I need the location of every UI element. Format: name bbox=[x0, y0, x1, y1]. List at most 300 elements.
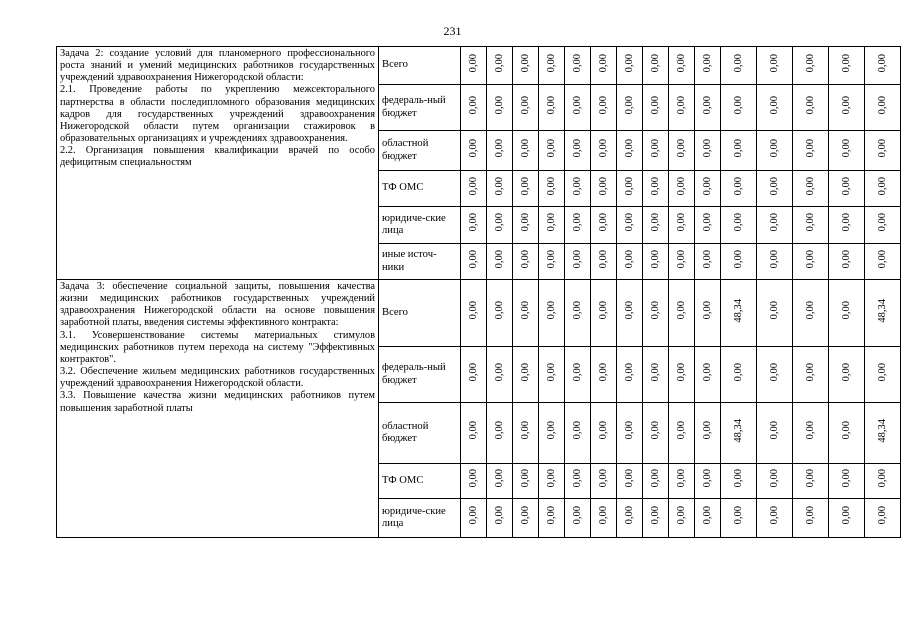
value-cell bbox=[591, 280, 617, 347]
value-text: 0,00 bbox=[598, 362, 609, 382]
value-text: 0,00 bbox=[877, 213, 888, 232]
value-cell bbox=[865, 131, 901, 171]
value-cell bbox=[461, 85, 487, 131]
value-text: 0,00 bbox=[520, 421, 531, 440]
value-text: 0,00 bbox=[769, 213, 780, 232]
value-text: 0,00 bbox=[650, 362, 661, 382]
value-text: 0,00 bbox=[805, 362, 816, 382]
task-paragraph: Задача 3: обеспечение социальной защиты, повышения качества жизни медицинских работников государственных учреждений здравоохранения Нижегородской области на основе повышения заработной платы, введения системы эффективного контракта: bbox=[60, 281, 375, 329]
value-cell bbox=[829, 207, 865, 244]
value-cell bbox=[721, 47, 757, 85]
value-text: 0,00 bbox=[598, 138, 609, 158]
value-cell bbox=[617, 244, 643, 280]
value-cell bbox=[539, 85, 565, 131]
value-text: 0,00 bbox=[468, 138, 479, 158]
value-text: 48,34 bbox=[733, 418, 744, 443]
value-cell bbox=[721, 464, 757, 499]
value-cell bbox=[669, 131, 695, 171]
value-cell bbox=[695, 464, 721, 499]
value-text: 0,00 bbox=[546, 95, 557, 115]
value-cell bbox=[757, 347, 793, 403]
value-cell bbox=[757, 499, 793, 538]
value-text: 0,00 bbox=[546, 421, 557, 440]
value-cell bbox=[461, 131, 487, 171]
value-cell bbox=[565, 47, 591, 85]
value-cell bbox=[829, 244, 865, 280]
value-cell bbox=[591, 403, 617, 464]
value-text: 0,00 bbox=[546, 138, 557, 158]
value-cell bbox=[669, 85, 695, 131]
value-cell bbox=[643, 403, 669, 464]
value-cell bbox=[539, 347, 565, 403]
value-cell bbox=[461, 499, 487, 538]
value-text: 0,00 bbox=[676, 469, 687, 488]
value-cell bbox=[865, 207, 901, 244]
value-cell bbox=[513, 171, 539, 207]
value-text: 0,00 bbox=[702, 469, 713, 488]
value-cell bbox=[643, 244, 669, 280]
value-cell bbox=[757, 47, 793, 85]
value-text: 0,00 bbox=[546, 213, 557, 232]
funding-source: областной бюджет bbox=[379, 131, 461, 171]
value-cell bbox=[793, 47, 829, 85]
value-text: 0,00 bbox=[520, 301, 531, 320]
value-cell bbox=[829, 403, 865, 464]
value-cell bbox=[617, 347, 643, 403]
value-cell bbox=[829, 499, 865, 538]
value-text: 0,00 bbox=[702, 176, 713, 196]
value-text: 0,00 bbox=[624, 138, 635, 158]
value-cell bbox=[695, 347, 721, 403]
value-cell bbox=[643, 131, 669, 171]
value-cell bbox=[565, 131, 591, 171]
value-text: 0,00 bbox=[598, 421, 609, 440]
value-cell bbox=[793, 244, 829, 280]
value-cell bbox=[617, 280, 643, 347]
value-text: 0,00 bbox=[702, 53, 713, 73]
funding-source: Всего bbox=[379, 47, 461, 85]
value-text: 0,00 bbox=[650, 213, 661, 232]
value-cell bbox=[669, 280, 695, 347]
value-text: 0,00 bbox=[733, 362, 744, 382]
value-text: 0,00 bbox=[572, 176, 583, 196]
value-cell bbox=[565, 85, 591, 131]
value-text: 0,00 bbox=[769, 176, 780, 196]
value-text: 0,00 bbox=[520, 138, 531, 158]
value-text: 0,00 bbox=[546, 53, 557, 73]
value-cell bbox=[721, 244, 757, 280]
value-cell bbox=[565, 244, 591, 280]
value-text: 0,00 bbox=[877, 138, 888, 158]
value-text: 0,00 bbox=[805, 95, 816, 115]
value-cell bbox=[669, 499, 695, 538]
value-cell bbox=[721, 403, 757, 464]
value-cell bbox=[757, 171, 793, 207]
value-text: 0,00 bbox=[676, 301, 687, 320]
value-text: 0,00 bbox=[598, 213, 609, 232]
value-text: 0,00 bbox=[494, 506, 505, 525]
value-text: 0,00 bbox=[468, 249, 479, 269]
value-cell bbox=[865, 244, 901, 280]
value-text: 0,00 bbox=[650, 249, 661, 269]
funding-source: иные источ-ники bbox=[379, 244, 461, 280]
value-text: 0,00 bbox=[769, 249, 780, 269]
value-cell bbox=[617, 403, 643, 464]
value-text: 0,00 bbox=[702, 421, 713, 440]
value-text: 0,00 bbox=[624, 95, 635, 115]
value-text: 0,00 bbox=[494, 362, 505, 382]
value-cell bbox=[695, 403, 721, 464]
value-text: 0,00 bbox=[572, 249, 583, 269]
value-cell bbox=[721, 85, 757, 131]
value-text: 0,00 bbox=[546, 469, 557, 488]
value-cell bbox=[643, 207, 669, 244]
funding-source: юридиче-ские лица bbox=[379, 499, 461, 538]
value-text: 0,00 bbox=[650, 95, 661, 115]
value-cell bbox=[487, 347, 513, 403]
value-cell bbox=[695, 47, 721, 85]
value-text: 0,00 bbox=[520, 95, 531, 115]
funding-source: юридиче-ские лица bbox=[379, 207, 461, 244]
task-paragraph: 3.1. Усовершенствование системы материальных стимулов медицинских работников путем перехода на систему "Эффективных контрактов". bbox=[60, 329, 375, 365]
value-text: 0,00 bbox=[805, 138, 816, 158]
value-cell bbox=[461, 347, 487, 403]
value-text: 0,00 bbox=[520, 249, 531, 269]
value-cell bbox=[643, 47, 669, 85]
value-cell bbox=[539, 464, 565, 499]
value-cell bbox=[793, 403, 829, 464]
value-cell bbox=[539, 499, 565, 538]
value-text: 0,00 bbox=[598, 506, 609, 525]
value-cell bbox=[487, 131, 513, 171]
value-cell bbox=[793, 131, 829, 171]
value-text: 0,00 bbox=[468, 362, 479, 382]
funding-source: ТФ ОМС bbox=[379, 464, 461, 499]
value-cell bbox=[643, 499, 669, 538]
value-cell bbox=[793, 464, 829, 499]
value-cell bbox=[865, 499, 901, 538]
value-cell bbox=[695, 207, 721, 244]
task-description bbox=[57, 280, 379, 538]
value-cell bbox=[539, 207, 565, 244]
value-text: 0,00 bbox=[769, 506, 780, 525]
value-text: 0,00 bbox=[702, 213, 713, 232]
funding-source: федераль-ный бюджет bbox=[379, 85, 461, 131]
value-cell bbox=[617, 207, 643, 244]
funding-source: областной бюджет bbox=[379, 403, 461, 464]
value-text: 0,00 bbox=[877, 53, 888, 73]
value-text: 0,00 bbox=[598, 95, 609, 115]
value-cell bbox=[591, 85, 617, 131]
table-row bbox=[57, 47, 901, 85]
value-text: 0,00 bbox=[733, 138, 744, 158]
value-text: 0,00 bbox=[546, 176, 557, 196]
value-text: 0,00 bbox=[676, 95, 687, 115]
value-cell bbox=[591, 464, 617, 499]
value-cell bbox=[591, 347, 617, 403]
value-text: 0,00 bbox=[676, 421, 687, 440]
value-cell bbox=[487, 464, 513, 499]
value-text: 0,00 bbox=[598, 301, 609, 320]
table-row bbox=[57, 280, 901, 347]
value-cell bbox=[565, 403, 591, 464]
value-text: 0,00 bbox=[676, 249, 687, 269]
value-cell bbox=[539, 171, 565, 207]
value-text: 0,00 bbox=[702, 138, 713, 158]
value-text: 0,00 bbox=[650, 469, 661, 488]
value-text: 0,00 bbox=[841, 95, 852, 115]
value-text: 0,00 bbox=[624, 469, 635, 488]
value-text: 0,00 bbox=[650, 53, 661, 73]
value-cell bbox=[695, 85, 721, 131]
value-cell bbox=[643, 85, 669, 131]
value-text: 0,00 bbox=[769, 469, 780, 488]
value-text: 0,00 bbox=[650, 176, 661, 196]
value-cell bbox=[513, 207, 539, 244]
value-text: 0,00 bbox=[494, 421, 505, 440]
value-cell bbox=[829, 280, 865, 347]
value-text: 0,00 bbox=[650, 301, 661, 320]
value-cell bbox=[829, 464, 865, 499]
value-cell bbox=[565, 207, 591, 244]
value-cell bbox=[643, 280, 669, 347]
value-cell bbox=[565, 171, 591, 207]
value-text: 0,00 bbox=[494, 176, 505, 196]
value-cell bbox=[487, 171, 513, 207]
funding-source: ТФ ОМС bbox=[379, 171, 461, 207]
value-cell bbox=[669, 403, 695, 464]
value-text: 0,00 bbox=[546, 506, 557, 525]
value-text: 0,00 bbox=[598, 176, 609, 196]
value-cell bbox=[829, 47, 865, 85]
value-text: 0,00 bbox=[494, 469, 505, 488]
value-text: 0,00 bbox=[805, 301, 816, 320]
value-text: 0,00 bbox=[841, 469, 852, 488]
value-text: 0,00 bbox=[702, 95, 713, 115]
value-text: 0,00 bbox=[494, 138, 505, 158]
value-text: 0,00 bbox=[676, 53, 687, 73]
value-cell bbox=[617, 499, 643, 538]
value-text: 0,00 bbox=[624, 176, 635, 196]
value-text: 0,00 bbox=[494, 95, 505, 115]
value-text: 48,34 bbox=[733, 298, 744, 323]
value-text: 0,00 bbox=[624, 249, 635, 269]
value-text: 0,00 bbox=[468, 176, 479, 196]
value-cell bbox=[565, 280, 591, 347]
value-cell bbox=[487, 280, 513, 347]
value-cell bbox=[487, 499, 513, 538]
value-cell bbox=[793, 171, 829, 207]
page-number: 231 bbox=[443, 24, 462, 38]
funding-source: Всего bbox=[379, 280, 461, 347]
value-text: 0,00 bbox=[805, 506, 816, 525]
value-text: 0,00 bbox=[841, 213, 852, 232]
value-cell bbox=[829, 347, 865, 403]
value-cell bbox=[591, 244, 617, 280]
task-paragraph: 3.3. Повышение качества жизни медицинских работников путем повышения заработной платы bbox=[60, 390, 375, 414]
value-cell bbox=[513, 499, 539, 538]
value-text: 0,00 bbox=[676, 506, 687, 525]
value-cell bbox=[539, 244, 565, 280]
value-text: 0,00 bbox=[572, 53, 583, 73]
value-cell bbox=[793, 85, 829, 131]
value-text: 0,00 bbox=[769, 301, 780, 320]
value-cell bbox=[617, 464, 643, 499]
value-cell bbox=[669, 244, 695, 280]
value-cell bbox=[669, 347, 695, 403]
value-text: 0,00 bbox=[468, 506, 479, 525]
value-cell bbox=[757, 131, 793, 171]
value-cell bbox=[865, 347, 901, 403]
value-cell bbox=[617, 47, 643, 85]
value-text: 0,00 bbox=[733, 249, 744, 269]
value-text: 0,00 bbox=[650, 506, 661, 525]
task-paragraph: 2.2. Организация повышения квалификации врачей по особо дефицитным специальностям bbox=[60, 145, 375, 169]
task-paragraph: Задача 2: создание условий для планомерного профессионального роста знаний и умений медицинских работников государственных учреждений здравоохранения Нижегородской области: bbox=[60, 48, 375, 84]
value-cell bbox=[829, 171, 865, 207]
value-cell bbox=[721, 280, 757, 347]
value-text: 0,00 bbox=[598, 53, 609, 73]
value-cell bbox=[643, 347, 669, 403]
value-cell bbox=[793, 347, 829, 403]
value-cell bbox=[487, 244, 513, 280]
value-text: 0,00 bbox=[841, 421, 852, 440]
value-text: 0,00 bbox=[494, 249, 505, 269]
value-text: 0,00 bbox=[841, 301, 852, 320]
value-text: 0,00 bbox=[877, 249, 888, 269]
value-cell bbox=[513, 464, 539, 499]
value-cell bbox=[669, 464, 695, 499]
value-text: 0,00 bbox=[572, 301, 583, 320]
value-text: 0,00 bbox=[769, 421, 780, 440]
value-cell bbox=[539, 280, 565, 347]
value-cell bbox=[643, 171, 669, 207]
value-text: 0,00 bbox=[520, 176, 531, 196]
value-text: 0,00 bbox=[676, 176, 687, 196]
value-text: 0,00 bbox=[841, 362, 852, 382]
value-cell bbox=[721, 131, 757, 171]
value-text: 0,00 bbox=[546, 301, 557, 320]
value-cell bbox=[695, 280, 721, 347]
value-text: 0,00 bbox=[572, 362, 583, 382]
value-cell bbox=[591, 207, 617, 244]
value-text: 0,00 bbox=[572, 421, 583, 440]
value-text: 0,00 bbox=[572, 138, 583, 158]
value-text: 0,00 bbox=[598, 469, 609, 488]
value-text: 0,00 bbox=[769, 138, 780, 158]
value-cell bbox=[865, 403, 901, 464]
value-text: 0,00 bbox=[546, 362, 557, 382]
value-cell bbox=[591, 131, 617, 171]
value-text: 0,00 bbox=[841, 53, 852, 73]
value-cell bbox=[591, 499, 617, 538]
value-cell bbox=[617, 171, 643, 207]
value-text: 48,34 bbox=[877, 298, 888, 323]
value-text: 0,00 bbox=[572, 213, 583, 232]
value-cell bbox=[757, 403, 793, 464]
value-text: 0,00 bbox=[520, 213, 531, 232]
value-text: 0,00 bbox=[877, 176, 888, 196]
value-cell bbox=[669, 171, 695, 207]
value-text: 0,00 bbox=[624, 362, 635, 382]
value-cell bbox=[757, 85, 793, 131]
value-cell bbox=[865, 47, 901, 85]
funding-source: федераль-ный бюджет bbox=[379, 347, 461, 403]
value-cell bbox=[461, 280, 487, 347]
value-text: 0,00 bbox=[650, 421, 661, 440]
value-text: 0,00 bbox=[572, 95, 583, 115]
value-text: 0,00 bbox=[676, 362, 687, 382]
value-cell bbox=[793, 207, 829, 244]
value-text: 0,00 bbox=[702, 362, 713, 382]
value-cell bbox=[565, 464, 591, 499]
value-cell bbox=[643, 464, 669, 499]
value-text: 0,00 bbox=[624, 53, 635, 73]
value-cell bbox=[539, 47, 565, 85]
value-text: 0,00 bbox=[494, 53, 505, 73]
value-cell bbox=[539, 131, 565, 171]
value-text: 0,00 bbox=[546, 249, 557, 269]
value-cell bbox=[461, 403, 487, 464]
value-cell bbox=[793, 499, 829, 538]
value-text: 0,00 bbox=[520, 53, 531, 73]
value-text: 0,00 bbox=[733, 506, 744, 525]
task-paragraph: 3.2. Обеспечение жильем медицинских работников государственных учреждений здравоохранения Нижегородской области. bbox=[60, 366, 375, 390]
value-text: 48,34 bbox=[877, 418, 888, 443]
value-text: 0,00 bbox=[877, 469, 888, 488]
value-cell bbox=[461, 171, 487, 207]
value-cell bbox=[757, 244, 793, 280]
value-cell bbox=[865, 171, 901, 207]
value-text: 0,00 bbox=[769, 362, 780, 382]
task-description bbox=[57, 47, 379, 280]
value-text: 0,00 bbox=[841, 506, 852, 525]
value-text: 0,00 bbox=[468, 213, 479, 232]
value-cell bbox=[721, 347, 757, 403]
value-text: 0,00 bbox=[733, 95, 744, 115]
value-text: 0,00 bbox=[877, 362, 888, 382]
value-cell bbox=[721, 499, 757, 538]
value-cell bbox=[461, 244, 487, 280]
value-cell bbox=[829, 131, 865, 171]
value-text: 0,00 bbox=[733, 213, 744, 232]
value-cell bbox=[757, 280, 793, 347]
value-cell bbox=[513, 347, 539, 403]
value-cell bbox=[513, 85, 539, 131]
value-cell bbox=[793, 280, 829, 347]
budget-table bbox=[56, 46, 901, 538]
value-cell bbox=[487, 403, 513, 464]
value-cell bbox=[513, 47, 539, 85]
value-cell bbox=[513, 131, 539, 171]
value-cell bbox=[721, 171, 757, 207]
value-text: 0,00 bbox=[598, 249, 609, 269]
value-cell bbox=[757, 464, 793, 499]
value-cell bbox=[539, 403, 565, 464]
value-cell bbox=[695, 171, 721, 207]
value-cell bbox=[695, 499, 721, 538]
value-cell bbox=[721, 207, 757, 244]
value-text: 0,00 bbox=[468, 95, 479, 115]
value-text: 0,00 bbox=[468, 53, 479, 73]
value-text: 0,00 bbox=[520, 362, 531, 382]
value-text: 0,00 bbox=[733, 53, 744, 73]
value-cell bbox=[695, 131, 721, 171]
value-cell bbox=[591, 47, 617, 85]
value-text: 0,00 bbox=[805, 249, 816, 269]
value-text: 0,00 bbox=[805, 213, 816, 232]
value-text: 0,00 bbox=[805, 421, 816, 440]
